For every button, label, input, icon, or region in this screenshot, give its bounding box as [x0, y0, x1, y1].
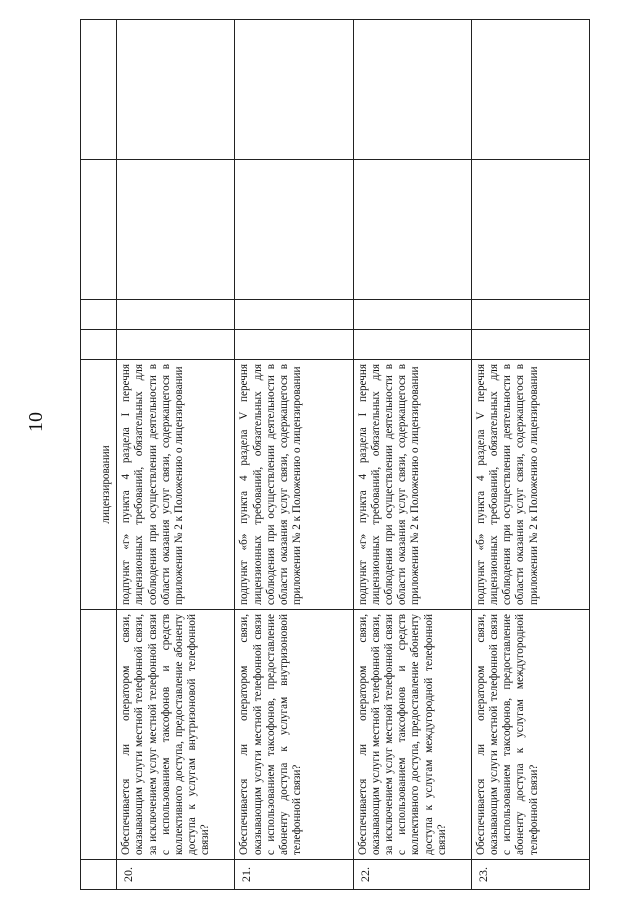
continuation-requirement-cell: лицензировании	[81, 360, 117, 610]
table-row	[471, 20, 589, 890]
row-number: 23.	[471, 860, 589, 890]
table-row	[117, 20, 235, 890]
requirements-table	[80, 19, 590, 890]
continuation-col6-cell	[81, 160, 117, 300]
row-no-cell	[471, 300, 589, 330]
row-question: Обеспечивается ли оператором связи, оказывающим услуги местной телефонной связи, за исключением услуг местной телефонной связи с использованием таксофонов и средств коллективного доступа, предоставление абоненту доступа к услугам внутризоновой телефонной связи?	[117, 610, 235, 860]
row-yes-cell	[471, 330, 589, 360]
row-col6-cell	[235, 160, 353, 300]
row-col7-cell	[471, 20, 589, 160]
row-requirement: подпункт «г» пункта 4 раздела I перечня лицензионных требований, обязательных для соблюдения при осуществлении деятельности в области оказания услуг связи, содержащегося в приложении № 2 к Положению о лицензировании	[117, 360, 235, 610]
row-requirement: подпункт «б» пункта 4 раздела V перечня лицензионных требований, обязательных для соблюдения при осуществлении деятельности в области оказания услуг связи, содержащегося в приложении № 2 к Положению о лицензировании	[471, 360, 589, 610]
continuation-row	[81, 20, 117, 890]
row-requirement: подпункт «г» пункта 4 раздела I перечня лицензионных требований, обязательных для соблюдения при осуществлении деятельности в области оказания услуг связи, содержащегося в приложении № 2 к Положению о лицензировании	[353, 360, 471, 610]
row-col6-cell	[117, 160, 235, 300]
row-col6-cell	[471, 160, 589, 300]
row-question: Обеспечивается ли оператором связи, оказывающим услуги местной телефонной связи с использованием таксофонов, предоставление абоненту доступа к услугам междугородной телефонной связи?	[471, 610, 589, 860]
row-yes-cell	[117, 330, 235, 360]
row-question: Обеспечивается ли оператором связи, оказывающим услуги местной телефонной связи с использованием таксофонов, предоставление абоненту доступа к услугам внутризоновой телефонной связи?	[235, 610, 353, 860]
row-col6-cell	[353, 160, 471, 300]
row-number: 22.	[353, 860, 471, 890]
row-no-cell	[235, 300, 353, 330]
row-col7-cell	[117, 20, 235, 160]
row-no-cell	[117, 300, 235, 330]
row-number: 21.	[235, 860, 353, 890]
continuation-num-cell	[81, 860, 117, 890]
row-col7-cell	[235, 20, 353, 160]
continuation-col7-cell	[81, 20, 117, 160]
row-number: 20.	[117, 860, 235, 890]
table-row	[353, 20, 471, 890]
row-requirement: подпункт «б» пункта 4 раздела V перечня лицензионных требований, обязательных для соблюдения при осуществлении деятельности в области оказания услуг связи, содержащегося в приложении № 2 к Положению о лицензировании	[235, 360, 353, 610]
page-number: 10	[25, 412, 47, 432]
table-row	[235, 20, 353, 890]
row-yes-cell	[353, 330, 471, 360]
row-no-cell	[353, 300, 471, 330]
row-yes-cell	[235, 330, 353, 360]
row-question: Обеспечивается ли оператором связи, оказывающим услуги местной телефонной связи, за исключением услуг местной телефонной связи с использованием таксофонов и средств коллективного доступа, предоставление абоненту доступа к услугам междугородной телефонной связи?	[353, 610, 471, 860]
row-col7-cell	[353, 20, 471, 160]
continuation-no-cell	[81, 300, 117, 330]
continuation-question-cell	[81, 610, 117, 860]
rotated-table-wrapper	[80, 20, 590, 890]
continuation-yes-cell	[81, 330, 117, 360]
